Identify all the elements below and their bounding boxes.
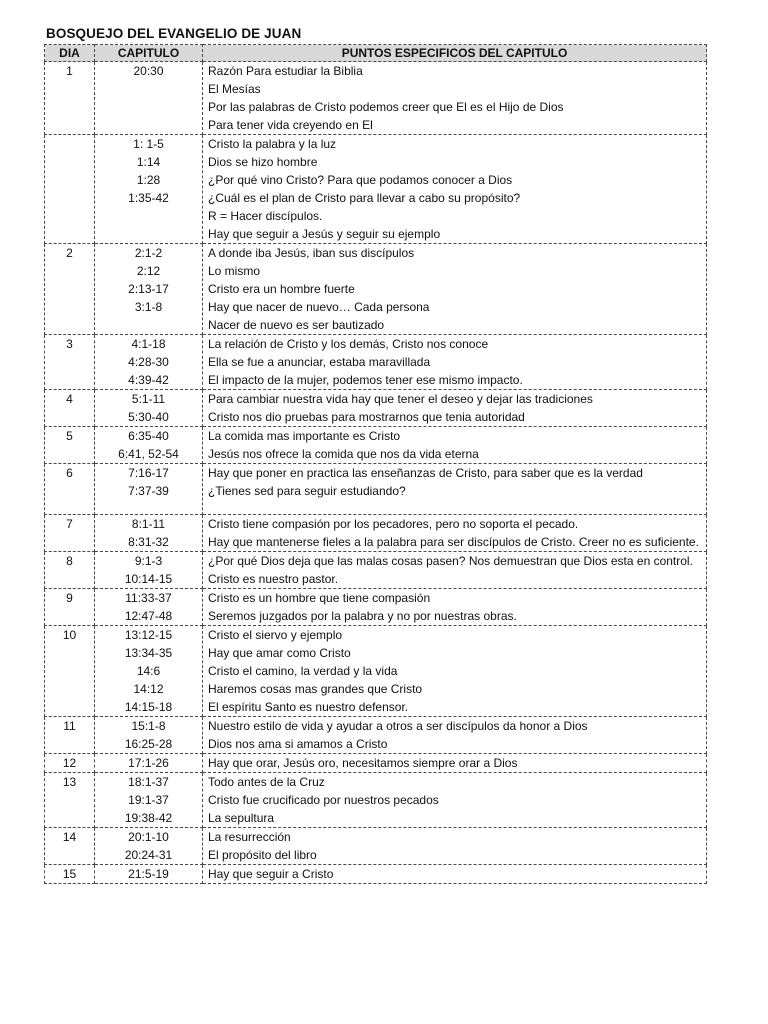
point-text: El impacto de la mujer, podemos tener ese mismo impacto.: [208, 373, 523, 387]
point-text: Hay que seguir a Jesús y seguir su ejemplo: [208, 227, 441, 241]
table-row: [45, 754, 707, 773]
chapter-cell: [95, 390, 203, 427]
chapter-reference: 20:24-31: [124, 848, 173, 862]
chapter-reference: 4:39-42: [128, 373, 169, 387]
chapter-reference: 8:31-32: [128, 535, 169, 549]
header-chapter: CAPITULO: [95, 45, 203, 62]
day-cell: 12: [45, 754, 95, 773]
day-cell: 4: [45, 390, 95, 427]
chapter-reference: 21:5-19: [128, 867, 169, 881]
point-text: Hay que poner en practica las enseñanzas de Cristo, para saber que es la verdad: [208, 466, 643, 480]
chapter-cell: [95, 589, 203, 626]
points-cell: [203, 390, 707, 427]
chapter-reference: 2:13-17: [128, 282, 169, 296]
point-text: ¿Por qué Dios deja que las malas cosas pasen? Nos demuestran que Dios esta en control.: [208, 554, 693, 568]
table-row: [45, 773, 707, 828]
chapter-reference: 1:14: [136, 155, 161, 169]
chapter-reference: 14:12: [133, 682, 164, 696]
point-text: La relación de Cristo y los demás, Cristo nos conoce: [208, 337, 489, 351]
chapter-reference: 8:1-11: [131, 517, 166, 531]
points-cell: [203, 464, 707, 515]
day-cell: 10: [45, 626, 95, 717]
chapter-reference: 19:38-42: [124, 811, 173, 825]
table-row: [45, 62, 707, 135]
point-text: Para cambiar nuestra vida hay que tener el deseo y dejar las tradiciones: [208, 392, 593, 406]
chapter-reference: 14:15-18: [124, 700, 173, 714]
chapter-reference: 5:1-11: [131, 392, 166, 406]
chapter-reference: 9:1-3: [134, 554, 163, 568]
chapter-cell: [95, 515, 203, 552]
day-cell: 11: [45, 717, 95, 754]
point-text: ¿Cuál es el plan de Cristo para llevar a cabo su propósito?: [208, 191, 521, 205]
point-text: ¿Tienes sed para seguir estudiando?: [208, 484, 406, 498]
points-cell: [203, 773, 707, 828]
day-cell: 13: [45, 773, 95, 828]
points-cell: [203, 135, 707, 244]
point-text: Cristo era un hombre fuerte: [208, 282, 355, 296]
point-text: Razón Para estudiar la Biblia: [208, 64, 363, 78]
table-row: [45, 390, 707, 427]
chapter-cell: [95, 828, 203, 865]
chapter-reference: 7:16-17: [128, 466, 169, 480]
points-cell: [203, 828, 707, 865]
point-text: Dios nos ama si amamos a Cristo: [208, 737, 388, 751]
point-text: Cristo el camino, la verdad y la vida: [208, 664, 398, 678]
chapter-reference: 20:30: [133, 64, 164, 78]
chapter-reference: 4:28-30: [128, 355, 169, 369]
point-text: El Mesías: [208, 82, 261, 96]
table-row: [45, 427, 707, 464]
chapter-cell: [95, 717, 203, 754]
point-text: Cristo la palabra y la luz: [208, 137, 337, 151]
chapter-reference: 13:12-15: [124, 628, 173, 642]
table-row: [45, 135, 707, 244]
chapter-cell: [95, 464, 203, 515]
day-cell: 5: [45, 427, 95, 464]
point-text: Jesús nos ofrece la comida que nos da vida eterna: [208, 447, 479, 461]
point-text: La sepultura: [208, 811, 275, 825]
chapter-reference: 19:1-37: [128, 793, 169, 807]
point-text: A donde iba Jesús, iban sus discípulos: [208, 246, 415, 260]
table-row: [45, 626, 707, 717]
points-cell: [203, 717, 707, 754]
point-text: Cristo es nuestro pastor.: [208, 572, 339, 586]
header-row: [45, 45, 707, 62]
chapter-reference: 2:12: [136, 264, 161, 278]
chapter-reference: 13:34-35: [124, 646, 173, 660]
chapter-cell: [95, 754, 203, 773]
point-text: Haremos cosas mas grandes que Cristo: [208, 682, 423, 696]
table-row: [45, 244, 707, 335]
point-text: Cristo tiene compasión por los pecadores, pero no soporta el pecado.: [208, 517, 579, 531]
chapter-reference: 20:1-10: [128, 830, 169, 844]
point-text: Nacer de nuevo es ser bautizado: [208, 318, 385, 332]
day-cell: 7: [45, 515, 95, 552]
point-text: Hay que mantenerse fieles a la palabra para ser discípulos de Cristo. Creer no es suficiente.: [208, 535, 699, 549]
day-cell: 3: [45, 335, 95, 390]
chapter-cell: [95, 335, 203, 390]
point-text: El espíritu Santo es nuestro defensor.: [208, 700, 409, 714]
points-cell: [203, 552, 707, 589]
point-text: Para tener vida creyendo en El: [208, 118, 373, 132]
point-text: Hay que nacer de nuevo… Cada persona: [208, 300, 430, 314]
outline-table: [44, 44, 707, 884]
chapter-cell: [95, 865, 203, 884]
points-cell: [203, 589, 707, 626]
point-text: Hay que seguir a Cristo: [208, 867, 334, 881]
outline-body: [45, 62, 707, 884]
day-cell: 6: [45, 464, 95, 515]
row-spacer: [208, 500, 702, 514]
point-text: El propósito del libro: [208, 848, 317, 862]
points-cell: [203, 865, 707, 884]
points-cell: [203, 626, 707, 717]
chapter-cell: [95, 552, 203, 589]
chapter-cell: [95, 62, 203, 135]
header-points: PUNTOS ESPECIFICOS DEL CAPITULO: [203, 45, 707, 62]
chapter-cell: [95, 135, 203, 244]
table-row: [45, 515, 707, 552]
chapter-reference: 12:47-48: [124, 609, 173, 623]
table-row: [45, 589, 707, 626]
points-cell: [203, 335, 707, 390]
point-text: ¿Por qué vino Cristo? Para que podamos conocer a Dios: [208, 173, 513, 187]
point-text: Cristo nos dio pruebas para mostrarnos que tenia autoridad: [208, 410, 525, 424]
point-text: Ella se fue a anunciar, estaba maravillada: [208, 355, 431, 369]
point-text: Por las palabras de Cristo podemos creer que El es el Hijo de Dios: [208, 100, 564, 114]
day-cell: 15: [45, 865, 95, 884]
table-row: [45, 717, 707, 754]
points-cell: [203, 754, 707, 773]
point-text: Nuestro estilo de vida y ayudar a otros a ser discípulos da honor a Dios: [208, 719, 588, 733]
chapter-reference: 1:35-42: [128, 191, 169, 205]
chapter-reference: 15:1-8: [131, 719, 166, 733]
document-title: BOSQUEJO DEL EVANGELIO DE JUAN: [46, 26, 302, 41]
point-text: R = Hacer discípulos.: [208, 209, 323, 223]
chapter-reference: 1: 1-5: [133, 137, 164, 151]
table-row: [45, 464, 707, 515]
chapter-reference: 2:1-2: [134, 246, 163, 260]
point-text: La resurrección: [208, 830, 291, 844]
chapter-reference: 7:37-39: [128, 484, 169, 498]
point-text: Lo mismo: [208, 264, 261, 278]
points-cell: [203, 244, 707, 335]
chapter-reference: 17:1-26: [128, 756, 169, 770]
day-cell: 9: [45, 589, 95, 626]
table-row: [45, 865, 707, 884]
chapter-reference: 11:33-37: [125, 591, 172, 605]
chapter-reference: 6:41, 52-54: [118, 447, 179, 461]
point-text: Dios se hizo hombre: [208, 155, 318, 169]
point-text: Todo antes de la Cruz: [208, 775, 325, 789]
day-cell: 8: [45, 552, 95, 589]
point-text: La comida mas importante es Cristo: [208, 429, 401, 443]
point-text: Hay que amar como Cristo: [208, 646, 351, 660]
chapter-reference: 10:14-15: [124, 572, 173, 586]
chapter-cell: [95, 244, 203, 335]
point-text: Hay que orar, Jesús oro, necesitamos siempre orar a Dios: [208, 756, 518, 770]
chapter-reference: 14:6: [136, 664, 161, 678]
point-text: Seremos juzgados por la palabra y no por nuestras obras.: [208, 609, 517, 623]
table-row: [45, 828, 707, 865]
day-cell: 1: [45, 62, 95, 135]
day-cell: [45, 135, 95, 244]
day-cell: 14: [45, 828, 95, 865]
table-row: [45, 335, 707, 390]
chapter-cell: [95, 427, 203, 464]
header-day: DIA: [45, 45, 95, 62]
points-cell: [203, 427, 707, 464]
table-row: [45, 552, 707, 589]
chapter-reference: 18:1-37: [128, 775, 169, 789]
chapter-reference: 4:1-18: [131, 337, 166, 351]
point-text: Cristo el siervo y ejemplo: [208, 628, 343, 642]
chapter-reference: 3:1-8: [134, 300, 163, 314]
chapter-reference: 1:28: [136, 173, 161, 187]
chapter-reference: 6:35-40: [128, 429, 169, 443]
chapter-cell: [95, 626, 203, 717]
point-text: Cristo es un hombre que tiene compasión: [208, 591, 431, 605]
points-cell: [203, 62, 707, 135]
chapter-cell: [95, 773, 203, 828]
point-text: Cristo fue crucificado por nuestros pecados: [208, 793, 439, 807]
day-cell: 2: [45, 244, 95, 335]
chapter-reference: 5:30-40: [128, 410, 169, 424]
chapter-reference: 16:25-28: [124, 737, 173, 751]
points-cell: [203, 515, 707, 552]
